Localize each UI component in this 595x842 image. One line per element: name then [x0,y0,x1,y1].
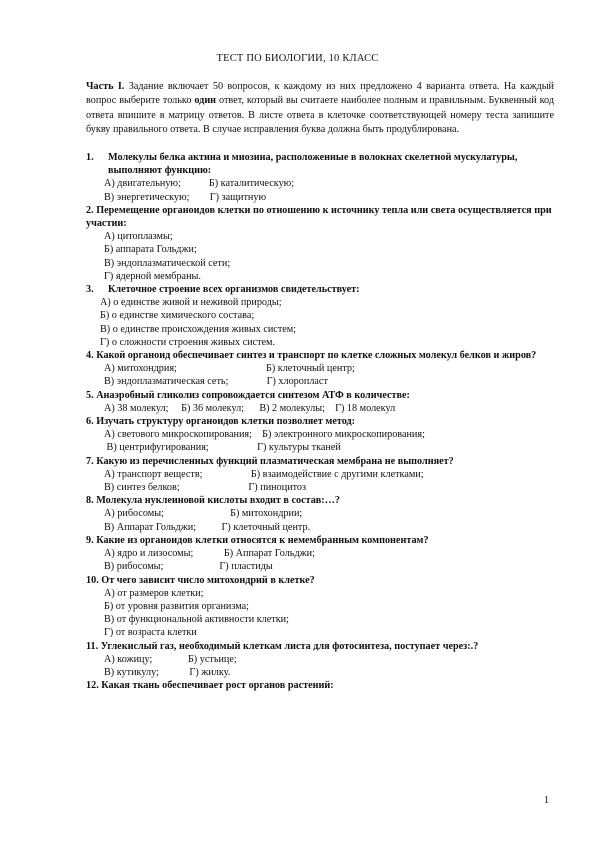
question-number: 1. [86,152,94,163]
answer-line: В) синтез белков; Г) пиноцитоз [104,482,307,494]
question-11: 11. Углекислый газ, необходимый клеткам листа для фотосинтеза, поступает через:.? [86,640,479,652]
intro-bold-word: один [194,95,217,107]
answer-line: А) митохондрия; Б) клеточный центр; [104,363,355,375]
answer-line: А) двигательную; Б) каталитическую; [104,178,295,190]
answer-line: А) цитоплазмы; [104,231,173,243]
answer-line: А) от размеров клетки; [104,587,204,599]
question-7: 7. Какую из перечисленных функций плазматическая мембрана не выполняет? [86,455,454,467]
questions-list [86,151,556,692]
answer-line: В) эндоплазматическая сеть; Г) хлоропласт [104,376,328,388]
part-label: Часть I. [86,81,125,92]
answer-line: В) эндоплазматической сети; [104,257,231,269]
answer-line: А) ядро и лизосомы; Б) Аппарат Гольджи; [104,548,315,560]
answer-line: А) рибосомы; Б) митохондрии; [104,508,303,520]
answer-line: Г) ядерной мембраны. [104,270,201,282]
answer-line: В) центрифугирования; Г) культуры тканей [104,442,341,454]
question-8: 8. Молекула нуклеиновой кислоты входит в состав:…? [86,495,340,507]
answer-line: В) кутикулу; Г) жилку. [104,666,231,678]
page-number: 1 [544,795,549,806]
question-9: 9. Какие из органоидов клетки относятся к немембранным компонентам? [86,534,429,546]
answer-line: Б) аппарата Гольджи; [104,244,197,256]
question-text: Клеточное строение всех организмов свидетельствует: [108,284,360,296]
answer-line: В) о единстве происхождения живых систем; [100,323,297,335]
page-title: ТЕСТ ПО БИОЛОГИИ, 10 КЛАСС [216,53,379,64]
answer-line: В) энергетическую; Г) защитную [104,191,267,203]
answer-line: В) от функциональной активности клетки; [104,614,289,626]
question-6: 6. Изучать структуру органоидов клетки позволяет метод: [86,416,356,428]
answer-line: А) светового микроскопирования; Б) электронного микроскопирования; [104,429,425,441]
question-10: 10. От чего зависит число митохондрий в клетке? [86,574,315,586]
question-2: 2. Перемещение органоидов клетки по отношению к источнику тепла или света осуществляется при участии: [86,204,552,230]
answer-line: В) Аппарат Гольджи; Г) клеточный центр. [104,521,311,533]
answer-line: А) транспорт веществ; Б) взаимодействие с другими клетками; [104,468,424,480]
intro-text-2: ответ, который вы считаете наиболее полным и правильным. Буквенный код ответа впишите в матрицу ответов. В листе ответа в клеточке соответствующей номеру теста запишите букву правильного ответа. В случае исправления буква должна быть продублирована. [86,95,554,135]
answer-line: А) кожицу; Б) устьице; [104,653,237,665]
answer-line: А) о единстве живой и неживой природы; [100,297,282,309]
answer-line: В) рибосомы; Г) пластиды [104,561,273,573]
question-3 [86,283,556,296]
intro-paragraph [86,80,554,137]
answer-line: Б) о единстве химического состава; [100,310,255,322]
question-5: 5. Анаэробный гликолиз сопровождается синтезом АТФ в количестве: [86,389,410,401]
question-12: 12. Какая ткань обеспечивает рост органов растений: [86,680,334,692]
answer-line: Г) от возраста клетки [104,627,197,639]
answer-line: Г) о сложности строения живых систем. [100,336,276,348]
answer-line: А) 38 молекул; Б) 36 молекул; В) 2 молекулы; Г) 18 молекул [104,402,396,414]
question-text: Молекулы белка актина и миозина, расположенные в волокнах скелетной мускулатуры, выполняют функцию: [108,152,518,177]
question-1 [86,151,556,177]
question-4: 4. Какой органоид обеспечивает синтез и транспорт по клетке сложных молекул белков и жиров? [86,350,537,362]
intro-text-1: Задание включает 50 вопросов, к каждому из них предложено 4 варианта ответа. На каждый вопрос выберите только [86,81,554,107]
question-number: 3. [86,284,94,296]
answer-line: Б) от уровня развития организма; [104,600,249,612]
